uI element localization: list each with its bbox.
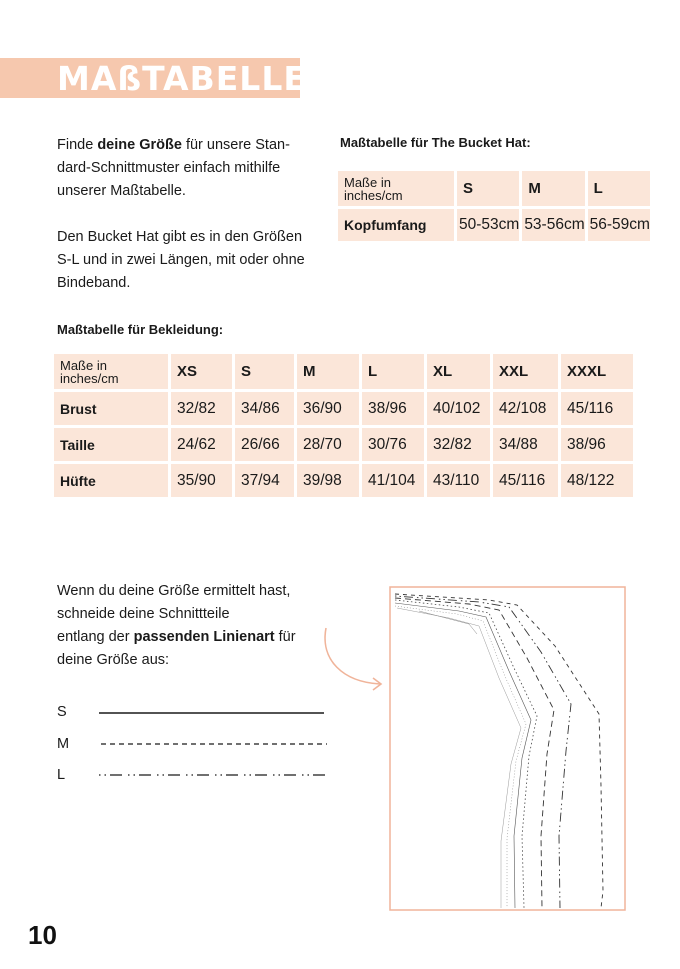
clothing-table-row [54, 392, 633, 425]
clothing-cell: 32/82 [427, 428, 490, 461]
clothing-corner-line1: Maße in [60, 357, 107, 373]
clothing-size-header: S [235, 354, 294, 389]
line-style-legend [95, 700, 335, 790]
clothing-cell: 24/62 [171, 428, 232, 461]
clothing-cell: 42/108 [493, 392, 558, 425]
clothing-cell: 40/102 [427, 392, 490, 425]
clothing-cell: 38/96 [362, 392, 424, 425]
intro-line3: unserer Maßtabelle. [57, 183, 186, 199]
pattern-illustration [389, 586, 627, 912]
instruction-text [57, 580, 337, 672]
hat-corner-line1: Maße in [344, 174, 391, 190]
clothing-cell: 45/116 [561, 392, 633, 425]
hat-table-heading: Maßtabelle für The Bucket Hat: [340, 135, 531, 150]
clothing-table-header-row [54, 354, 633, 389]
clothing-size-header: XXXL [561, 354, 633, 389]
clothing-cell: 41/104 [362, 464, 424, 497]
instruction-line3-post: für [274, 629, 296, 645]
clothing-size-header: L [362, 354, 424, 389]
hat-size-table [335, 168, 653, 244]
clothing-cell: 45/116 [493, 464, 558, 497]
hat-table-row [338, 209, 650, 241]
instruction-line3-bold: passenden Linienart [133, 629, 275, 645]
clothing-table-row [54, 464, 633, 497]
clothing-cell: 43/110 [427, 464, 490, 497]
hat-size-header: S [457, 171, 519, 206]
intro-line2: dard-Schnittmuster einfach mithilfe [57, 160, 281, 176]
curved-arrow [318, 620, 388, 695]
clothing-cell: 34/86 [235, 392, 294, 425]
clothing-table-heading: Maßtabelle für Bekleidung: [57, 322, 224, 337]
instruction-line3-pre: entlang der [57, 629, 134, 645]
clothing-row-label: Taille [54, 428, 168, 461]
hat-table-header-row [338, 171, 650, 206]
hat-row-label: Kopfumfang [338, 209, 454, 241]
intro-line4: Den Bucket Hat gibt es in den Größen [57, 229, 303, 245]
pattern-frame [390, 587, 625, 910]
intro-line1-post: für unsere Stan- [181, 137, 290, 153]
clothing-cell: 30/76 [362, 428, 424, 461]
page-title: MAßTABELLE [57, 59, 307, 98]
clothing-cell: 28/70 [297, 428, 359, 461]
instruction-line4: deine Größe aus: [57, 652, 170, 668]
clothing-size-header: XS [171, 354, 232, 389]
hat-table-corner [338, 171, 454, 206]
hat-cell: 56-59cm [588, 209, 650, 241]
legend-label-m: M [57, 736, 70, 752]
page-number: 10 [28, 920, 57, 950]
instruction-line1: Wenn du deine Größe ermittelt hast, [57, 583, 291, 599]
clothing-row-label: Brust [54, 392, 168, 425]
hat-cell: 50-53cm [457, 209, 519, 241]
legend-label-l: L [57, 767, 66, 783]
clothing-table-corner [54, 354, 168, 389]
clothing-cell: 34/88 [493, 428, 558, 461]
intro-text [57, 134, 327, 295]
clothing-size-header: XXL [493, 354, 558, 389]
intro-line6: Bindeband. [57, 275, 131, 291]
intro-line5: S-L und in zwei Längen, mit oder ohne [57, 252, 305, 268]
clothing-cell: 39/98 [297, 464, 359, 497]
intro-line1-bold: deine Größe [97, 137, 182, 153]
hat-cell: 53-56cm [522, 209, 584, 241]
clothing-size-header: XL [427, 354, 490, 389]
clothing-table-row [54, 428, 633, 461]
clothing-corner-line2: inches/cm [60, 370, 119, 386]
clothing-cell: 36/90 [297, 392, 359, 425]
hat-size-header: M [522, 171, 584, 206]
hat-size-header: L [588, 171, 650, 206]
clothing-row-label: Hüfte [54, 464, 168, 497]
clothing-cell: 35/90 [171, 464, 232, 497]
arrow-curve [325, 628, 380, 684]
intro-line1-pre: Finde [57, 137, 98, 153]
clothing-cell: 26/66 [235, 428, 294, 461]
hat-corner-line2: inches/cm [344, 187, 403, 203]
clothing-cell: 38/96 [561, 428, 633, 461]
clothing-cell: 48/122 [561, 464, 633, 497]
clothing-size-table [51, 351, 636, 500]
legend-label-s: S [57, 704, 67, 720]
clothing-cell: 32/82 [171, 392, 232, 425]
clothing-size-header: M [297, 354, 359, 389]
clothing-cell: 37/94 [235, 464, 294, 497]
instruction-line2: schneide deine Schnittteile [57, 606, 230, 622]
